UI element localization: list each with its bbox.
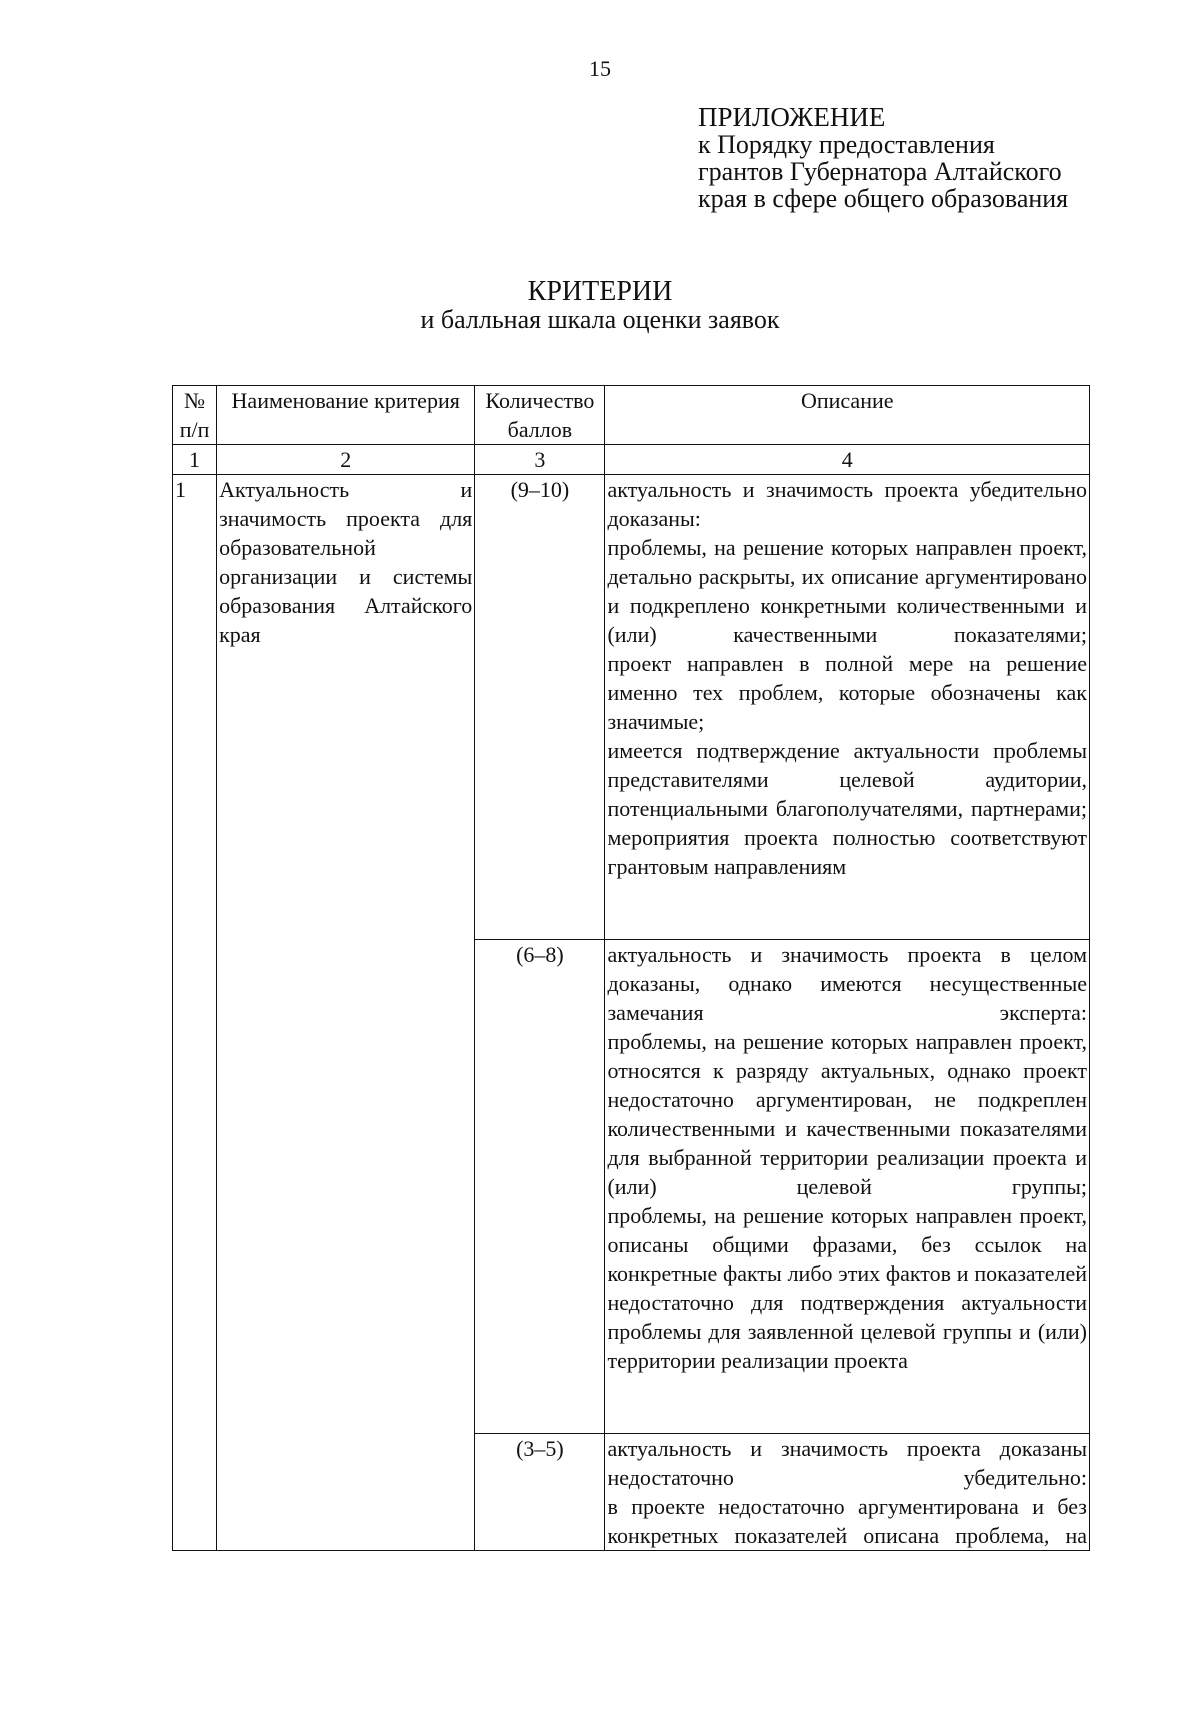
title-sub: и балльная шкала оценки заявок [420, 305, 780, 334]
description-paragraph: проблемы, на решение которых направлен проект, детально раскрыты, их описание аргументировано и подкреплено конкретными количественными и (или) качественными показателями; [607, 535, 1087, 647]
score-description [605, 475, 1090, 940]
criterion-name: Актуальность и значимость проекта для образовательной организации и системы образования Алтайского края [217, 475, 475, 1551]
score-description [605, 1434, 1090, 1551]
page-number: 15 [589, 56, 611, 81]
header-score: Количество баллов [475, 386, 605, 445]
document-title [0, 278, 1200, 334]
description-paragraph: в проекте недостаточно аргументирована и без конкретных показателей описана проблема, на [607, 1494, 1087, 1548]
table-row [173, 475, 1090, 940]
description-paragraph: проблемы, на решение которых направлен проект, описаны общими фразами, без ссылок на конкретные факты либо этих фактов и показателей недостаточно для подтверждения актуальности проблемы для заявленной целевой группы и (или) территории реализации проекта [607, 1203, 1087, 1373]
appendix-block [698, 104, 1168, 212]
score-range: (6–8) [475, 940, 605, 1434]
description-paragraph: мероприятия проекта полностью соответствуют грантовым направлениям [607, 825, 1087, 879]
row-number: 1 [173, 475, 217, 1551]
header-number: № п/п [173, 386, 217, 445]
description-paragraph: имеется подтверждение актуальности проблемы представителями целевой аудитории, потенциальными благополучателями, партнерами; [607, 738, 1087, 821]
header-criterion: Наименование критерия [217, 386, 475, 445]
column-number: 3 [475, 445, 605, 475]
appendix-line: грантов Губернатора Алтайского [698, 157, 1062, 186]
criteria-table [172, 385, 1090, 1551]
table-header-row [173, 386, 1090, 445]
column-number-row [173, 445, 1090, 475]
title-main: КРИТЕРИИ [527, 276, 673, 307]
appendix-line: края в сфере общего образования [698, 184, 1069, 213]
appendix-line: к Порядку предоставления [698, 130, 995, 159]
column-number: 1 [173, 445, 217, 475]
score-range: (9–10) [475, 475, 605, 940]
description-paragraph: проблемы, на решение которых направлен проект, относятся к разряду актуальных, однако проект недостаточно аргументирован, не подкреплен количественными и качественными показателями для выбранной территории реализации проекта и (или) целевой группы; [607, 1029, 1087, 1199]
description-paragraph: проект направлен в полной мере на решение именно тех проблем, которые обозначены как значимые; [607, 651, 1087, 734]
score-range: (3–5) [475, 1434, 605, 1551]
column-number: 4 [605, 445, 1090, 475]
score-description [605, 940, 1090, 1434]
header-description: Описание [605, 386, 1090, 445]
description-paragraph: актуальность и значимость проекта убедительно доказаны: [607, 477, 1087, 531]
column-number: 2 [217, 445, 475, 475]
description-paragraph: актуальность и значимость проекта в целом доказаны, однако имеются несущественные замечания эксперта: [607, 942, 1087, 1025]
appendix-heading: ПРИЛОЖЕНИЕ [698, 102, 886, 132]
description-paragraph: актуальность и значимость проекта доказаны недостаточно убедительно: [607, 1436, 1087, 1490]
